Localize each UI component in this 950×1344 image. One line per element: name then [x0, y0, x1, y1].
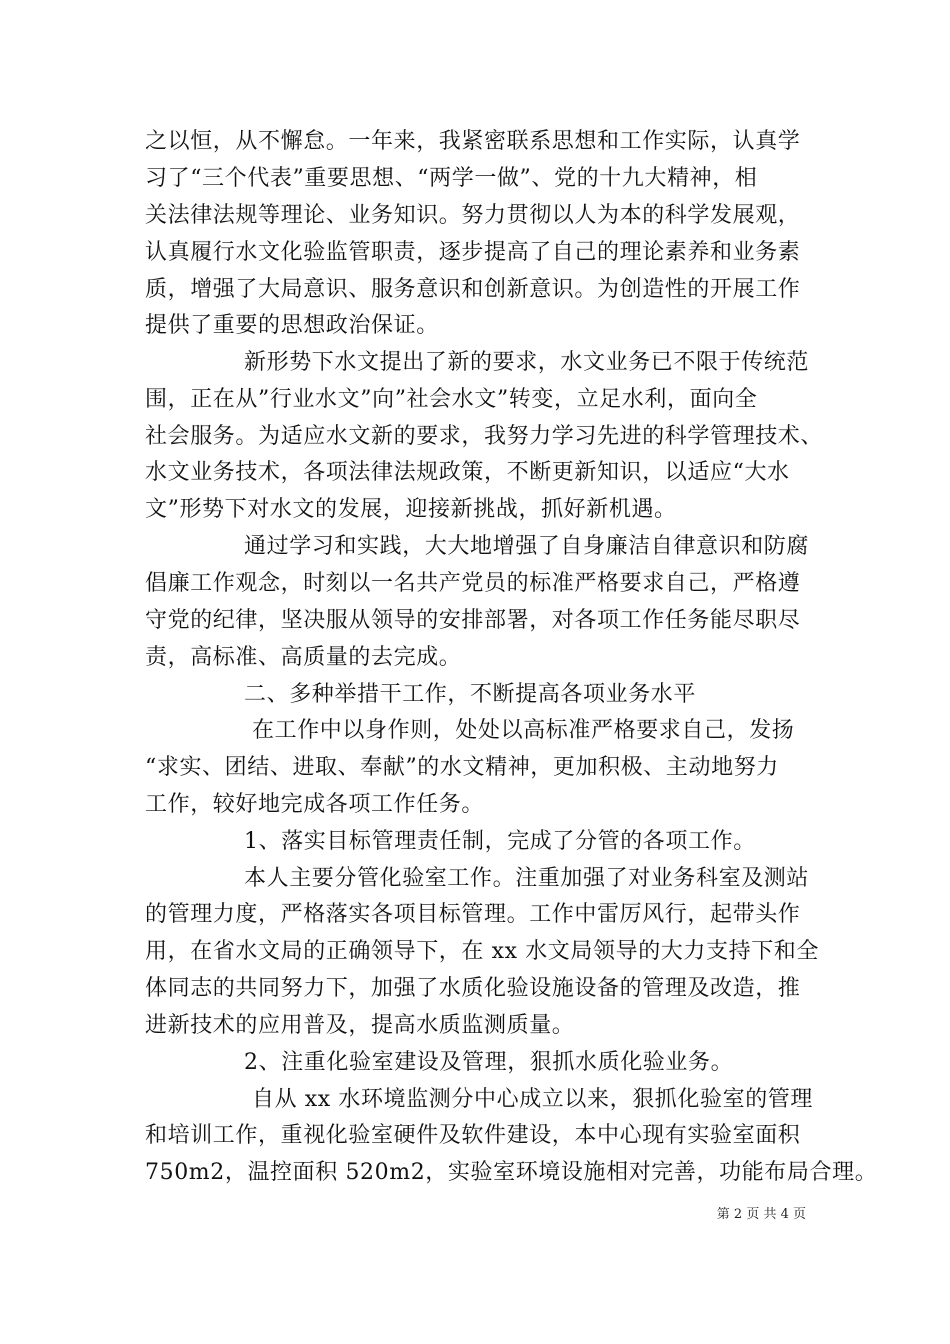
- subsection-heading: 2、注重化验室建设及管理，狠抓水质化验业务。: [244, 1050, 734, 1075]
- text-line: 用，在省水文局的正确领导下，在 xx 水文局领导的大力支持下和全: [145, 939, 820, 964]
- page-number-footer: 第 2 页 共 4 页: [716, 1207, 806, 1222]
- text-line: 文”形势下对水文的发展，迎接新挑战，抓好新机遇。: [145, 497, 677, 522]
- section-heading: 二、多种举措干工作，不断提高各项业务水平: [244, 682, 697, 707]
- text-line: 责，高标准、高质量的去完成。: [145, 645, 462, 670]
- text-line: 认真履行水文化验监管职责，逐步提高了自己的理论素养和业务素: [145, 240, 801, 265]
- text-line: 750m2，温控面积 520m2，实验室环境设施相对完善，功能布局合理。: [145, 1160, 878, 1185]
- text-line: 在工作中以身作则，处处以高标准严格要求自己，发扬: [252, 718, 795, 743]
- text-line: 自从 xx 水环境监测分中心成立以来，狠抓化验室的管理: [252, 1087, 814, 1112]
- text-line: 水文业务技术，各项法律法规政策，不断更新知识，以适应“大水: [145, 460, 790, 485]
- text-line: 质，增强了大局意识、服务意识和创新意识。为创造性的开展工作: [145, 277, 801, 302]
- text-line: 围，正在从”行业水文”向”社会水文”转变，立足水利，面向全: [145, 387, 758, 412]
- text-line: 的管理力度，严格落实各项目标管理。工作中雷厉风行，起带头作: [145, 902, 801, 927]
- text-line: 新形势下水文提出了新的要求，水文业务已不限于传统范: [244, 350, 810, 375]
- text-line: 和培训工作，重视化验室硬件及软件建设，本中心现有实验室面积: [145, 1123, 801, 1148]
- text-line: 倡廉工作观念，时刻以一名共产党员的标准严格要求自己，严格遵: [145, 571, 801, 596]
- text-line: 本人主要分管化验室工作。注重加强了对业务科室及测站: [244, 866, 810, 891]
- text-line: 守党的纪律，坚决服从领导的安排部署，对各项工作任务能尽职尽: [145, 608, 801, 633]
- text-line: 进新技术的应用普及，提高水质监测质量。: [145, 1013, 575, 1038]
- text-line: 体同志的共同努力下，加强了水质化验设施设备的管理及改造，推: [145, 976, 801, 1001]
- text-line: 习了“三个代表”重要思想、“两学一做”、党的十九大精神，相: [145, 166, 758, 191]
- text-line: 提供了重要的思想政治保证。: [145, 313, 439, 338]
- text-line: 关法律法规等理论、业务知识。努力贯彻以人为本的科学发展观，: [145, 203, 801, 228]
- text-line: 社会服务。为适应水文新的要求，我努力学习先进的科学管理技术、: [145, 424, 824, 449]
- text-line: 工作，较好地完成各项工作任务。: [145, 792, 485, 817]
- subsection-heading: 1、落实目标管理责任制，完成了分管的各项工作。: [244, 829, 756, 854]
- text-line: 之以恒，从不懈怠。一年来，我紧密联系思想和工作实际，认真学: [145, 129, 801, 154]
- text-line: 通过学习和实践，大大地增强了自身廉洁自律意识和防腐: [244, 534, 810, 559]
- text-line: “求实、团结、进取、奉献”的水文精神，更加积极、主动地努力: [145, 755, 779, 780]
